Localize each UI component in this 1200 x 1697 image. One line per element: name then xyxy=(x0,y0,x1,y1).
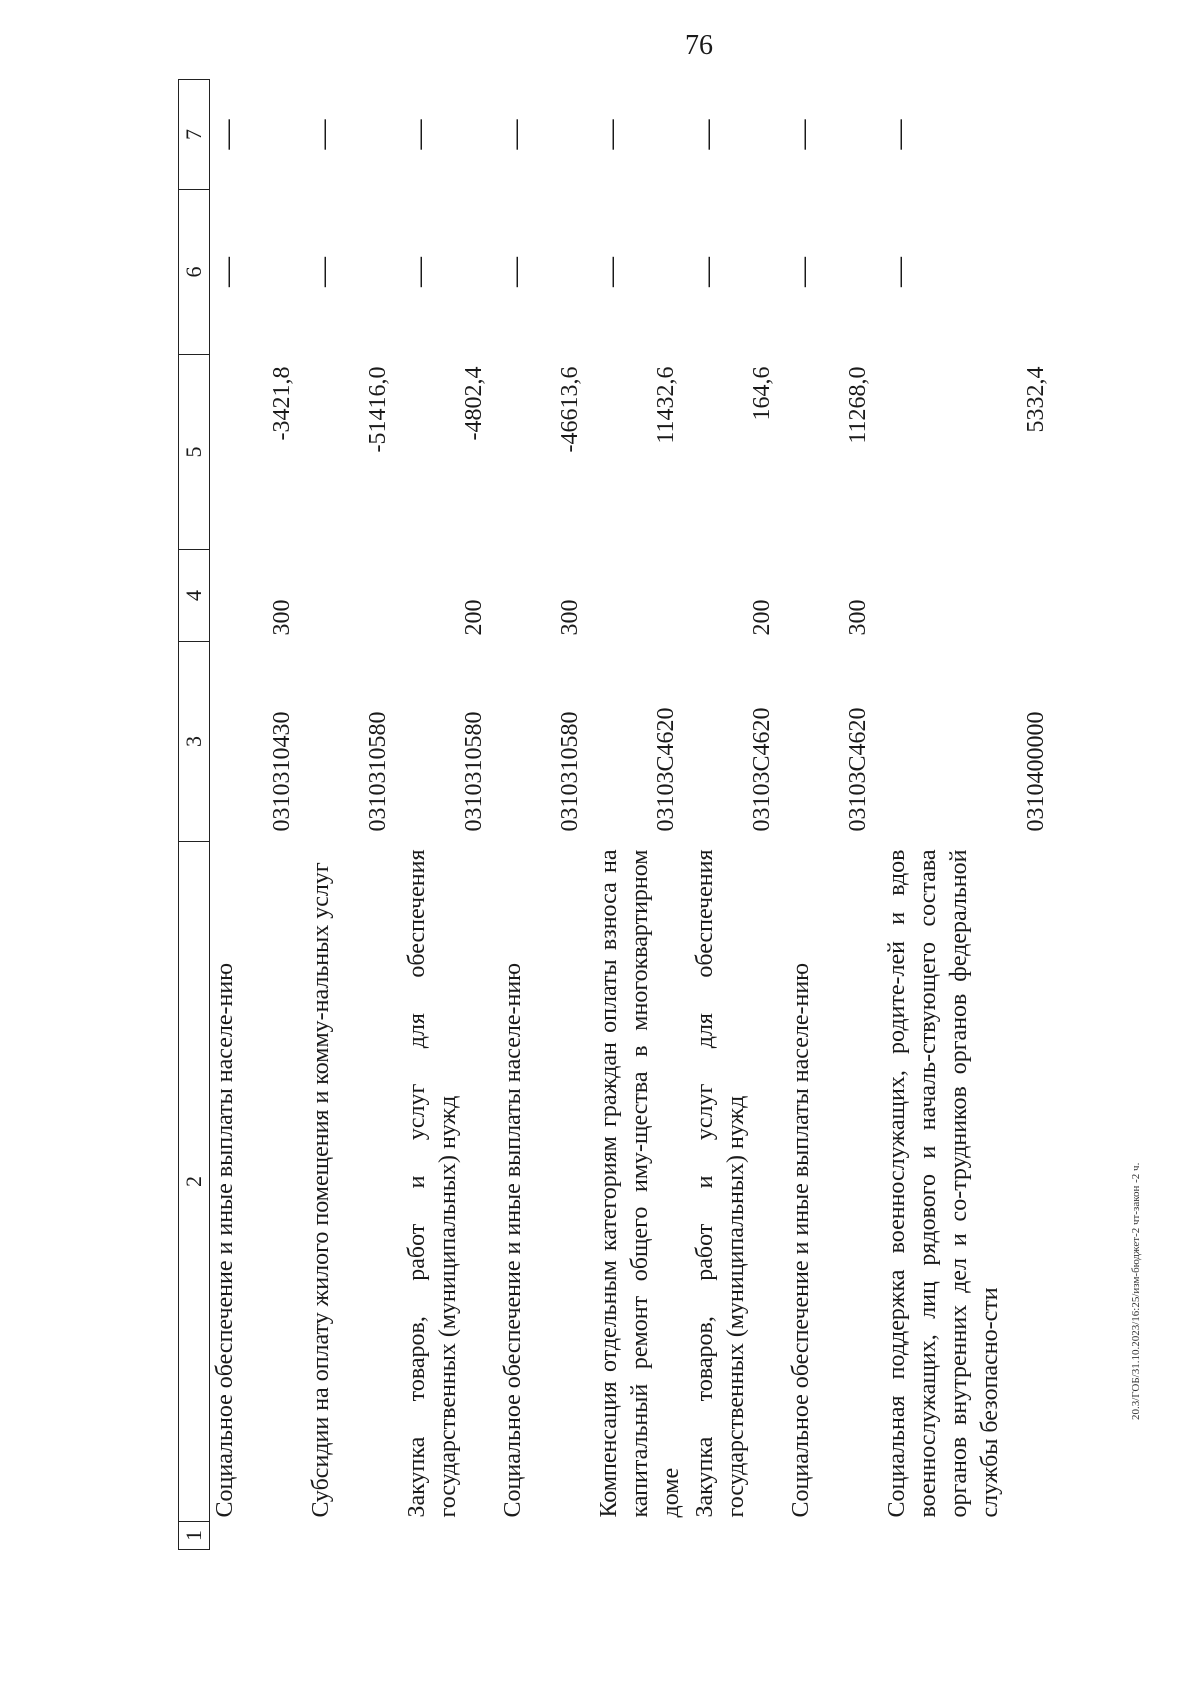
row-num-cell xyxy=(882,1522,1060,1550)
table-row xyxy=(786,80,882,1550)
row-num-cell xyxy=(690,1522,786,1550)
row-amount: 164,6 xyxy=(748,366,775,421)
row-col6: — xyxy=(401,257,435,287)
header-col-1: 1 xyxy=(179,1522,210,1550)
header-col-6: 6 xyxy=(179,190,210,355)
table-row xyxy=(402,80,498,1550)
header-col-4: 4 xyxy=(179,550,210,642)
row-code: 0310310580 xyxy=(556,711,583,832)
row-kind: 300 xyxy=(556,599,583,636)
row-name: Закупка товаров, работ и услуг для обеспечения государственных (муниципальных) нужд xyxy=(691,849,749,1518)
row-amount: -3421,8 xyxy=(268,366,295,441)
row-col7: — xyxy=(210,119,243,150)
row-col6: — xyxy=(305,257,339,287)
row-num-cell xyxy=(594,1522,690,1550)
row-amount: 11432,6 xyxy=(652,366,679,444)
row-col7: — xyxy=(305,119,339,150)
row-amount: -4802,4 xyxy=(460,366,487,441)
row-kind: 300 xyxy=(844,599,871,636)
budget-table xyxy=(178,79,1060,1550)
row-col6: — xyxy=(593,257,627,287)
row-kind xyxy=(594,550,690,642)
row-name: Социальное обеспечение и иные выплаты населе-нию xyxy=(499,962,526,1518)
row-code: 0310310580 xyxy=(460,711,487,832)
row-col7: — xyxy=(689,119,723,150)
row-code: 0310310430 xyxy=(268,711,295,832)
header-col-3: 3 xyxy=(179,642,210,842)
row-num-cell xyxy=(306,1522,402,1550)
row-col7: — xyxy=(497,119,531,150)
row-kind: 200 xyxy=(460,599,487,636)
row-col6: — xyxy=(689,257,723,287)
row-kind: 200 xyxy=(748,599,775,636)
row-code: 03103C4620 xyxy=(652,707,679,832)
row-col7: — xyxy=(401,119,435,150)
table-header-row xyxy=(179,80,210,1550)
row-col6: — xyxy=(497,257,531,287)
table-row xyxy=(594,80,690,1550)
row-num-cell xyxy=(498,1522,594,1550)
row-amount: 5332,4 xyxy=(1022,366,1049,433)
row-kind xyxy=(306,550,402,642)
row-num-cell xyxy=(786,1522,882,1550)
table-row xyxy=(882,80,1060,1550)
header-col-5: 5 xyxy=(179,355,210,550)
row-name: Компенсация отдельным категориям граждан оплаты взноса на капитальный ремонт общего иму-щества в многоквартирном доме xyxy=(595,849,684,1518)
row-code: 0310310580 xyxy=(364,711,391,832)
row-col6: — xyxy=(881,257,915,287)
row-kind xyxy=(882,550,1060,642)
row-kind: 300 xyxy=(268,599,295,636)
row-name: Социальное обеспечение и иные выплаты населе-нию xyxy=(212,962,238,1518)
row-name: Социальное обеспечение и иные выплаты населе-нию xyxy=(787,962,814,1518)
row-col7: — xyxy=(785,119,819,150)
table-row xyxy=(210,80,306,1550)
row-amount: 11268,0 xyxy=(844,366,871,444)
row-col6: — xyxy=(210,257,243,287)
row-col7: — xyxy=(593,119,627,150)
header-col-2: 2 xyxy=(179,842,210,1522)
row-amount: -51416,0 xyxy=(364,366,391,453)
row-name: Социальная поддержка военнослужащих, родите-лей и вдов военнослужащих, лиц рядового и началь-ствующего состава органов внутренних дел и со-трудников органов федеральной службы безопасно-сти xyxy=(883,849,1003,1518)
footer-code: 20.3/ГОБ/31.10.2023/16:25/изм-бюджет-2 чт-закон -2 ч. xyxy=(1130,1162,1142,1420)
table-row xyxy=(498,80,594,1550)
page-number: 76 xyxy=(685,30,713,61)
header-col-7: 7 xyxy=(179,80,210,190)
row-code: 03103C4620 xyxy=(844,707,871,832)
rotated-table-container xyxy=(178,80,1098,1550)
row-num-cell xyxy=(210,1522,306,1550)
row-code: 03103C4620 xyxy=(748,707,775,832)
row-code: 0310400000 xyxy=(1022,711,1049,832)
row-name: Закупка товаров, работ и услуг для обеспечения государственных (муниципальных) нужд xyxy=(403,849,461,1518)
row-col7: — xyxy=(881,119,915,150)
row-num-cell xyxy=(402,1522,498,1550)
row-col6: — xyxy=(785,257,819,287)
table-row xyxy=(690,80,786,1550)
row-name: Субсидии на оплату жилого помещения и комму-нальных услуг xyxy=(307,862,334,1518)
row-amount: -46613,6 xyxy=(556,366,583,453)
table-row xyxy=(306,80,402,1550)
